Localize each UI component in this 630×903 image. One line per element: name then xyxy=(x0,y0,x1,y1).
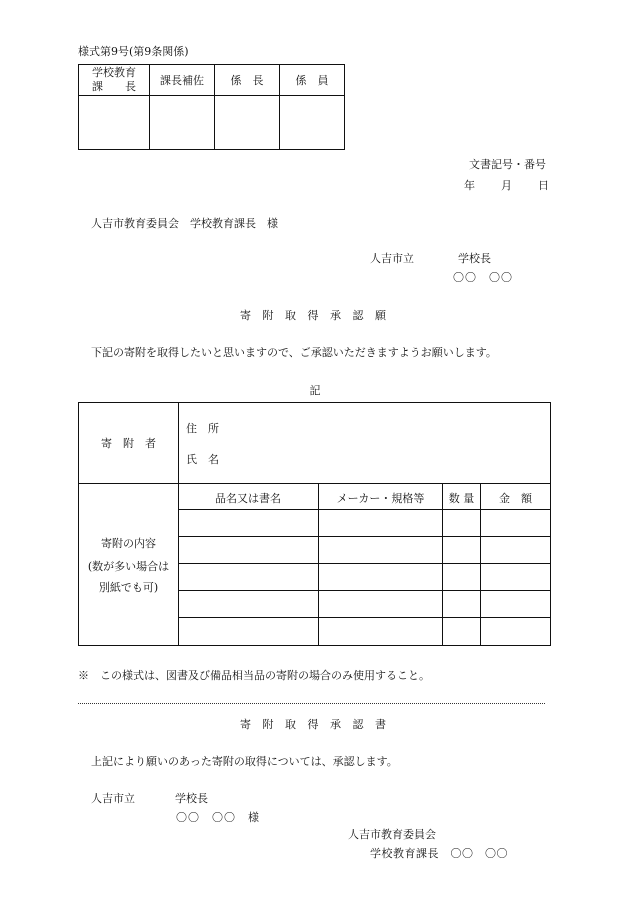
approval-header-section-chief: 学校教育 課 長 xyxy=(79,65,150,96)
donor-address-field[interactable] xyxy=(259,420,539,434)
usage-note: ※ この様式は、図書及び備品相当品の寄附の場合のみ使用すること。 xyxy=(78,669,430,682)
approval-recipient-school xyxy=(91,790,208,806)
donor-name-field[interactable] xyxy=(259,451,539,465)
donor-address-label: 住 所 xyxy=(186,422,219,435)
table-row[interactable] xyxy=(179,591,550,617)
date-month: 月 xyxy=(501,179,512,192)
donor-label: 寄 附 者 xyxy=(101,437,156,450)
sender-school xyxy=(370,250,491,266)
date-day: 日 xyxy=(538,179,549,192)
contents-label: 寄附の内容 xyxy=(101,537,156,550)
recipient-title: 学校長 xyxy=(175,792,208,805)
sender-name: 〇〇 〇〇 xyxy=(453,271,513,284)
contents-label-note: (数が多い場合は xyxy=(87,560,170,573)
approval-title: 寄 附 取 得 承 認 書 xyxy=(240,718,390,731)
form-number: 様式第9号(第9条関係) xyxy=(78,45,189,58)
sender-prefix: 人吉市立 xyxy=(370,252,414,265)
approval-recipient-name: 〇〇 〇〇 様 xyxy=(176,811,260,824)
donation-table xyxy=(78,402,551,646)
approval-stamp-table xyxy=(78,64,345,150)
column-header-amount: 金 額 xyxy=(499,492,532,505)
table-row[interactable] xyxy=(179,510,550,536)
document-number-label: 文書記号・番号 xyxy=(469,158,546,171)
approval-body: 上記により願いのあった寄附の取得については、承認します。 xyxy=(91,755,398,768)
recipient-prefix: 人吉市立 xyxy=(91,792,135,805)
column-header-item-name: 品名又は書名 xyxy=(215,492,281,505)
table-row[interactable] xyxy=(179,618,550,645)
approval-header-staff: 係 員 xyxy=(280,65,345,96)
donor-name-label: 氏 名 xyxy=(186,453,219,466)
column-header-quantity: 数 量 xyxy=(448,492,475,505)
approval-header-subsection-chief: 係 長 xyxy=(215,65,280,96)
approval-header-assistant-chief: 課長補佐 xyxy=(150,65,215,96)
stamp-cell[interactable] xyxy=(79,96,150,150)
ki-heading: 記 xyxy=(309,384,321,397)
stamp-cell[interactable] xyxy=(150,96,215,150)
stamp-cell[interactable] xyxy=(215,96,280,150)
request-body: 下記の寄附を取得したいと思いますので、ご承認いただきますようお願いします。 xyxy=(91,346,497,359)
request-title: 寄 附 取 得 承 認 願 xyxy=(240,309,390,322)
table-row[interactable] xyxy=(179,537,550,563)
contents-label-note2: 別紙でも可) xyxy=(98,581,159,594)
cut-line-divider xyxy=(78,703,545,704)
date-line xyxy=(464,177,549,193)
column-header-maker-spec: メーカー・規格等 xyxy=(336,492,425,505)
issuer-title-name: 学校教育課長 〇〇 〇〇 xyxy=(370,847,508,860)
date-year: 年 xyxy=(464,179,475,192)
issuer-organization: 人吉市教育委員会 xyxy=(348,828,436,841)
stamp-cell[interactable] xyxy=(280,96,345,150)
sender-title: 学校長 xyxy=(458,252,491,265)
addressee: 人吉市教育委員会 学校教育課長 様 xyxy=(91,217,278,230)
table-row[interactable] xyxy=(179,564,550,590)
